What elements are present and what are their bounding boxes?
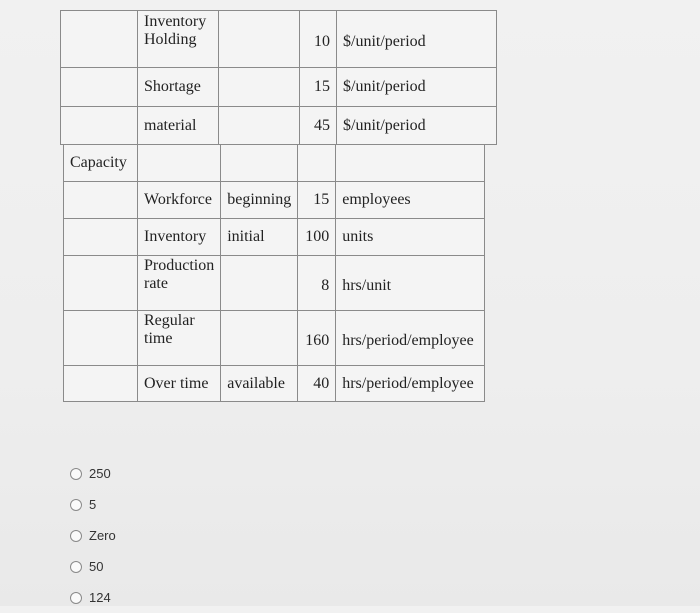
table-row — [64, 311, 485, 366]
table-cell — [298, 145, 336, 182]
radio-button-icon[interactable] — [70, 499, 82, 511]
row-value: 100 — [298, 219, 336, 256]
row-unit: $/unit/period — [337, 11, 497, 68]
radio-button-icon[interactable] — [70, 468, 82, 480]
table-cell — [219, 107, 300, 145]
row-value: 15 — [298, 182, 336, 219]
row-label: Workforce — [138, 182, 221, 219]
row-extra — [221, 256, 298, 311]
row-label: Inventory Holding — [138, 11, 219, 68]
table-cell — [64, 182, 138, 219]
radio-button-icon[interactable] — [70, 561, 82, 573]
row-extra: available — [221, 366, 298, 402]
row-label: material — [138, 107, 219, 145]
row-extra: initial — [221, 219, 298, 256]
row-value: 8 — [298, 256, 336, 311]
row-extra — [221, 311, 298, 366]
row-label: Over time — [138, 366, 221, 402]
table-row — [64, 366, 485, 402]
option-label: 250 — [89, 466, 111, 481]
row-value: 15 — [300, 68, 337, 107]
table-cell — [64, 311, 138, 366]
table-row — [64, 145, 485, 182]
table-cell — [61, 11, 138, 68]
radio-button-icon[interactable] — [70, 530, 82, 542]
row-unit: hrs/period/employee — [336, 311, 485, 366]
row-unit: hrs/period/employee — [336, 366, 485, 402]
table-row — [64, 256, 485, 311]
table-cell — [61, 107, 138, 145]
table-row — [61, 68, 497, 107]
cost-table — [60, 10, 497, 145]
row-unit: hrs/unit — [336, 256, 485, 311]
row-label: Shortage — [138, 68, 219, 107]
table-cell — [336, 145, 485, 182]
capacity-table — [63, 144, 485, 402]
option-124[interactable] — [70, 582, 116, 613]
row-label: Inventory — [138, 219, 221, 256]
row-extra: beginning — [221, 182, 298, 219]
row-unit: $/unit/period — [337, 107, 497, 145]
option-label: 124 — [89, 590, 111, 605]
table-row — [64, 219, 485, 256]
row-unit: $/unit/period — [337, 68, 497, 107]
row-unit: employees — [336, 182, 485, 219]
table-cell — [221, 145, 298, 182]
table-row — [64, 182, 485, 219]
table-cell — [64, 256, 138, 311]
row-value: 40 — [298, 366, 336, 402]
radio-button-icon[interactable] — [70, 592, 82, 604]
capacity-header: Capacity — [64, 145, 138, 182]
table-row — [61, 11, 497, 68]
option-5[interactable] — [70, 489, 116, 520]
table-cell — [64, 366, 138, 402]
row-value: 45 — [300, 107, 337, 145]
row-value: 10 — [300, 11, 337, 68]
table-cell — [138, 145, 221, 182]
table-cell — [64, 219, 138, 256]
row-value: 160 — [298, 311, 336, 366]
row-label: Regular time — [138, 311, 221, 366]
table-cell — [219, 11, 300, 68]
table-cell — [219, 68, 300, 107]
row-label: Production rate — [138, 256, 221, 311]
row-unit: units — [336, 219, 485, 256]
option-label: 5 — [89, 497, 97, 512]
option-zero[interactable] — [70, 520, 116, 551]
table-cell — [61, 68, 138, 107]
table-row — [61, 107, 497, 145]
answer-options — [70, 458, 116, 613]
option-50[interactable] — [70, 551, 116, 582]
option-label: 50 — [89, 559, 104, 574]
option-label: Zero — [89, 528, 116, 543]
option-250[interactable] — [70, 458, 116, 489]
